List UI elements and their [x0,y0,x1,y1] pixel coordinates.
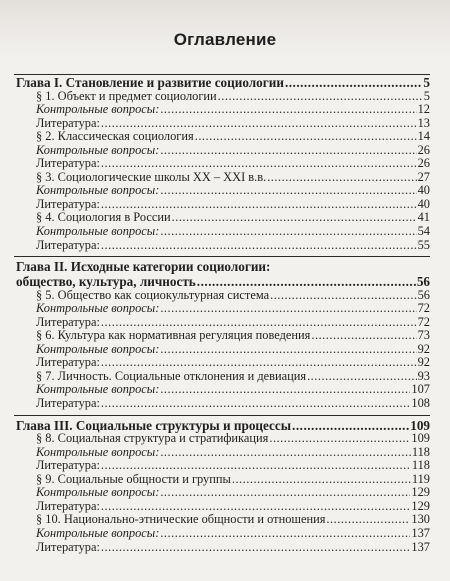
section-entry-page: 130 [411,512,430,527]
section-entry-page: 5 [423,88,430,103]
literature-entry-label: Литература: [36,156,100,171]
section-entry [14,513,430,527]
leader-dots [172,211,417,225]
section-entry-page: 41 [417,210,430,225]
questions-entry-label: Контрольные вопросы: [36,142,160,157]
section-entry-page: 109 [411,431,430,446]
chapter-block [14,260,430,410]
chapter-title-page: 56 [416,274,430,290]
section-entry-label: § 9. Социальные общности и группы [36,471,231,486]
section-entry-label: § 8. Социальная структура и стратификация [36,431,269,446]
literature-entry-label: Литература: [36,196,100,211]
literature-entry-page: 118 [411,458,430,473]
literature-entry [14,356,430,370]
literature-entry-page: 13 [417,115,430,130]
leader-dots [267,171,416,185]
questions-entry-page: 129 [411,485,430,500]
leader-dots [101,459,411,473]
leader-dots [101,157,417,171]
section-entry-label: § 7. Личность. Социальные отклонения и девиация [36,368,307,383]
section-entry [14,171,430,185]
section-entry-label: § 2. Классическая социология [36,129,194,144]
section-entry-page: 93 [417,368,430,383]
chapter-title-label: общество, культура, личность [16,274,196,290]
leader-dots [160,343,416,357]
section-entry [14,473,430,487]
literature-entry-page: 137 [411,539,430,554]
questions-entry [14,343,430,357]
section-entry [14,90,430,104]
literature-entry [14,500,430,514]
section-entry-label: § 1. Объект и предмет социологии [36,88,217,103]
leader-dots [285,76,422,90]
questions-entry [14,144,430,158]
questions-entry-label: Контрольные вопросы: [36,224,160,239]
section-entry-page: 27 [417,169,430,184]
leader-dots [307,370,417,384]
literature-entry [14,316,430,330]
leader-dots [101,198,417,212]
questions-entry-page: 72 [417,301,430,316]
chapter-title-label: Глава III. Социальные структуры и процессы [16,417,292,433]
divider [14,252,430,257]
leader-dots [269,432,410,446]
divider [14,411,430,416]
leader-dots [101,397,410,411]
literature-entry [14,117,430,131]
questions-entry-page: 12 [417,102,430,117]
section-entry-page: 119 [411,471,430,486]
table-of-contents [14,76,430,554]
literature-entry-page: 72 [417,314,430,329]
leader-dots [160,383,410,397]
questions-entry-page: 92 [417,341,430,356]
chapter-title-page: 5 [423,75,430,90]
chapter-title [14,275,430,289]
section-entry [14,370,430,384]
leader-dots [160,184,416,198]
leader-dots [160,302,416,316]
literature-entry-label: Литература: [36,115,100,130]
leader-dots [101,500,410,514]
section-entry-label: § 10. Национально-этнические общности и отношения [36,512,326,527]
leader-dots [160,144,416,158]
section-entry-page: 56 [417,287,430,302]
questions-entry-label: Контрольные вопросы: [36,301,160,316]
questions-entry [14,302,430,316]
leader-dots [101,356,417,370]
questions-entry [14,184,430,198]
questions-entry [14,446,430,460]
questions-entry-page: 118 [411,444,430,459]
questions-entry [14,486,430,500]
literature-entry [14,397,430,411]
questions-entry-label: Контрольные вопросы: [36,382,160,397]
questions-entry-label: Контрольные вопросы: [36,525,160,540]
leader-dots [160,225,416,239]
page-title: Оглавление [173,30,277,49]
literature-entry-label: Литература: [36,458,100,473]
literature-entry-label: Литература: [36,314,100,329]
section-entry [14,130,430,144]
literature-entry-page: 92 [417,355,430,370]
literature-entry [14,239,430,253]
section-entry-label: § 6. Культура как нормативная регуляция поведения [36,328,311,343]
leader-dots [292,419,409,433]
section-entry [14,432,430,446]
literature-entry-label: Литература: [36,498,100,513]
questions-entry-page: 40 [417,183,430,198]
leader-dots [101,541,410,555]
section-entry [14,289,430,303]
leader-dots [160,446,411,460]
questions-entry-label: Контрольные вопросы: [36,183,160,198]
leader-dots [101,316,417,330]
leader-dots [197,275,416,289]
leader-dots [160,486,410,500]
leader-dots [232,473,411,487]
literature-entry-page: 40 [417,196,430,211]
section-entry-page: 14 [417,129,430,144]
section-entry-page: 73 [417,328,430,343]
literature-entry [14,198,430,212]
questions-entry-page: 107 [411,382,430,397]
questions-entry-page: 26 [417,142,430,157]
literature-entry-label: Литература: [36,539,100,554]
section-entry [14,211,430,225]
leader-dots [311,329,416,343]
leader-dots [160,103,416,117]
questions-entry-label: Контрольные вопросы: [36,341,160,356]
leader-dots [160,527,410,541]
leader-dots [195,130,417,144]
chapter-block [14,419,430,554]
literature-entry-label: Литература: [36,355,100,370]
literature-entry-page: 26 [417,156,430,171]
questions-entry-page: 137 [411,525,430,540]
literature-entry [14,459,430,473]
section-entry [14,329,430,343]
literature-entry-label: Литература: [36,237,100,252]
leader-dots [101,239,417,253]
questions-entry [14,225,430,239]
chapter-title-label: Глава I. Становление и развитие социологии [16,75,284,90]
leader-dots [326,513,410,527]
questions-entry-page: 54 [417,224,430,239]
chapter-title [14,419,430,433]
questions-entry [14,103,430,117]
literature-entry-label: Литература: [36,396,100,411]
literature-entry [14,157,430,171]
literature-entry [14,541,430,555]
questions-entry [14,527,430,541]
literature-entry-page: 129 [411,498,430,513]
questions-entry [14,383,430,397]
leader-dots [101,117,417,131]
chapter-title [14,76,430,90]
chapter-block [14,76,430,252]
section-entry-label: § 4. Социология в России [36,210,171,225]
literature-entry-page: 108 [411,396,430,411]
questions-entry-label: Контрольные вопросы: [36,102,160,117]
chapter-title-page: 109 [410,417,430,433]
questions-entry-label: Контрольные вопросы: [36,444,160,459]
leader-dots [270,289,417,303]
literature-entry-page: 55 [417,237,430,252]
leader-dots [218,90,423,104]
questions-entry-label: Контрольные вопросы: [36,485,160,500]
chapter-title-label: Глава II. Исходные категории социологии: [16,259,271,275]
section-entry-label: § 5. Общество как социокультурная система [36,287,270,302]
section-entry-label: § 3. Социологические школы XX – XXI в.в. [36,169,267,184]
chapter-title [14,260,430,275]
